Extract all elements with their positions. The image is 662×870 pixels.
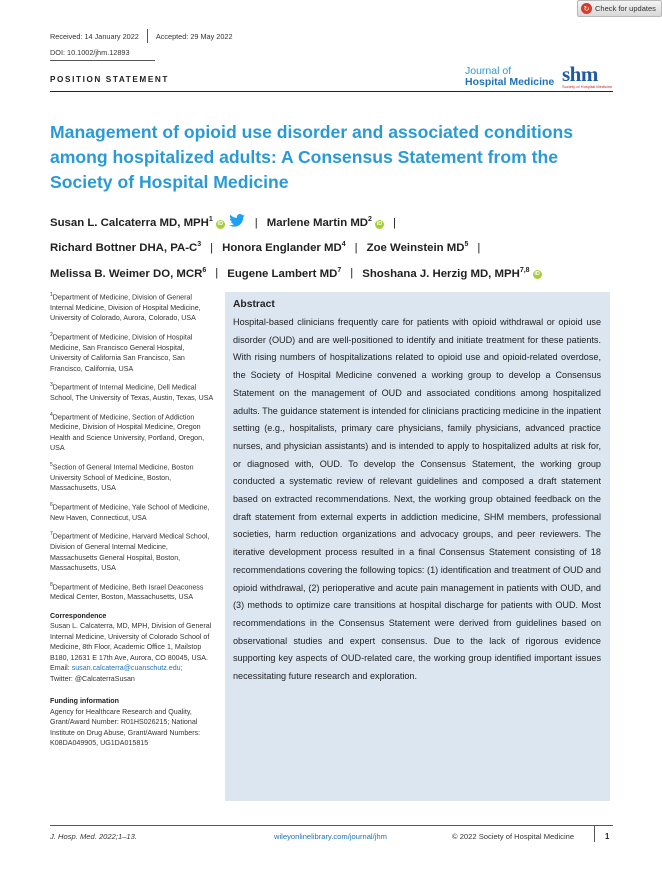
- funding-heading: Funding information: [50, 697, 119, 706]
- journal-logo: [465, 66, 554, 88]
- correspondence-text: Susan L. Calcaterra, MD, MPH, Division of General Internal Medicine, University of Colorado School of Medicine, 8th Floor, Academic Office 1, Mailstop B180, 12631 E 17th Ave, Aurora, CO 80045, USA.: [50, 622, 212, 662]
- orcid-icon[interactable]: iD: [534, 271, 540, 278]
- accepted-date: Accepted: 29 May 2022: [155, 32, 233, 41]
- author-separator: |: [254, 216, 258, 229]
- received-date: Received: 14 January 2022: [50, 32, 139, 41]
- author-name[interactable]: Marlene Martin MD: [266, 216, 369, 229]
- author-name[interactable]: Zoe Weinstein MD: [366, 242, 465, 255]
- author-separator: |: [354, 242, 358, 255]
- section-label: POSITION STATEMENT: [50, 75, 170, 84]
- affiliation: [50, 330, 215, 374]
- author-name[interactable]: Shoshana J. Herzig MD, MPH: [362, 267, 520, 280]
- affiliation-text: Department of Medicine, Yale School of Medicine, New Haven, Connecticut, USA: [50, 503, 210, 522]
- abstract-heading: Abstract: [233, 299, 275, 310]
- twitter-icon[interactable]: [228, 214, 246, 227]
- email-label: Email:: [50, 664, 72, 673]
- affiliation-sup: 4: [50, 411, 53, 418]
- affiliation-text: Department of Medicine, Division of Hospital Medicine, San Francisco General Hospital, University of California San Francisco, San Francisco, California, USA: [50, 333, 193, 373]
- affiliations-column: [50, 290, 215, 749]
- author-name[interactable]: Honora Englander MD: [222, 242, 342, 255]
- author-line-1: [50, 209, 630, 234]
- correspondence-heading: Correspondence: [50, 611, 107, 620]
- affiliation: [50, 580, 215, 603]
- date-divider: [147, 29, 148, 43]
- footer-copyright: © 2022 Society of Hospital Medicine: [452, 832, 575, 841]
- footer-citation: J. Hosp. Med. 2022;1–13.: [50, 832, 137, 841]
- affiliation-sup: 6: [50, 501, 53, 508]
- author-name[interactable]: Eugene Lambert MD: [227, 267, 338, 280]
- affiliation-sup: 8: [50, 581, 53, 588]
- funding-text: Agency for Healthcare Research and Quality, Grant/Award Number: R01HS026215; National Institute on Drug Abuse, Grant/Award Numbers: K08DA049905, UG1DA015815: [50, 707, 201, 748]
- journal-logo-line1: Journal of: [465, 65, 512, 77]
- footer-url-link[interactable]: wileyonlinelibrary.com/journal/jhm: [274, 832, 387, 841]
- author-affiliation-sup: 6: [202, 266, 207, 274]
- email-link[interactable]: susan.calcaterra@cuanschutz.edu;: [71, 664, 183, 673]
- affiliation: [50, 460, 215, 494]
- footer-page-divider: [594, 826, 595, 842]
- abstract-box: [225, 292, 610, 801]
- shm-logo: [562, 62, 614, 92]
- author-affiliation-sup: 3: [197, 241, 202, 249]
- author-affiliation-sup: 7,8: [519, 266, 530, 274]
- author-list: [50, 209, 630, 285]
- affiliation: [50, 410, 215, 454]
- author-affiliation-sup: 7: [337, 266, 342, 274]
- header-divider: [50, 91, 613, 92]
- article-dates: [50, 32, 233, 43]
- page-number: 1: [605, 832, 610, 841]
- affiliation: [50, 290, 215, 324]
- affiliation-text: Department of Medicine, Harvard Medical School, Division of General Internal Medicine, Massachusetts General Hospital, Boston, Massachusetts, USA: [50, 532, 210, 573]
- correspondence-twitter: Twitter: @CalcaterraSusan: [50, 674, 135, 683]
- affiliation-sup: 2: [50, 331, 53, 338]
- author-affiliation-sup: 5: [464, 241, 469, 249]
- check-for-updates-button[interactable]: [577, 0, 662, 17]
- affiliation-text: Department of Medicine, Division of General Internal Medicine, Division of Hospital Medicine, University of Colorado, Aurora, Colorado, USA: [50, 293, 201, 323]
- shm-logo-subtitle: Society of Hospital Medicine: [562, 84, 613, 89]
- orcid-icon[interactable]: iD: [376, 220, 383, 227]
- author-separator: |: [477, 242, 481, 255]
- author-separator: |: [215, 267, 219, 280]
- author-separator: |: [210, 242, 214, 255]
- author-name[interactable]: Susan L. Calcaterra MD, MPH: [50, 216, 209, 229]
- doi-divider: [50, 60, 155, 61]
- author-separator: |: [392, 216, 396, 229]
- affiliation: [50, 529, 215, 573]
- affiliation-text: Department of Medicine, Beth Israel Deaconess Medical Center, Boston, Massachusetts, USA: [50, 582, 204, 602]
- shm-logo-text: shm: [562, 62, 598, 86]
- journal-logo-line2: Hospital Medicine: [465, 76, 555, 88]
- refresh-icon: ↻: [581, 3, 592, 14]
- author-affiliation-sup: 2: [368, 216, 372, 223]
- check-for-updates-label: Check for updates: [595, 4, 656, 13]
- author-line-2: [50, 234, 630, 259]
- abstract-text: Hospital-based clinicians frequently care for patients with opioid withdrawal or opioid use disorder (OUD) and are well-positioned to identify and initiate treatment for these patients. With rising numbers of hospitalizations related to opioid use and opioid-related overdose, the Society of Hospital Medicine convened a working group to develop a Consensus Statement on the management of OUD and associated conditions among hospitalized adults. The guidance statement is intended for clinicians practicing medicine in the inpatient setting (e.g., hospitalists, primary care physicians, family physicians, advanced practice nurses, and physician assistants) and is intended to apply to hospitalized adults at risk for, or diagnosed with, OUD. To develop the Consensus Statement, the working group conducted a systematic review of relevant guidelines and composed a draft statement based on extracted recommendations. Next, the working group obtained feedback on the draft statement from external experts in addiction medicine, SHM members, professional societies, harm reduction organizations and advocacy groups, and peer reviewers. The iterative development process resulted in a final Consensus Statement consisting of 18 recommendations covering the following topics: (1) identification and treatment of OUD and opioid withdrawal, (2) perioperative and acute pain management in patients with OUD, and (3) methods to optimize care transitions at hospital discharge for patients with OUD. Most recommendations in the Consensus Statement were derived from guidelines based on observational studies and expert consensus. Due to the lack of rigorous evidence supporting key aspects of OUD-related care, the working group identified important issues necessitating future research and exploration.: [233, 317, 601, 682]
- author-name[interactable]: Melissa B. Weimer DO, MCR: [50, 267, 203, 280]
- affiliation-text: Department of Medicine, Section of Addiction Medicine, Division of Hospital Medicine, Oregon Health and Science University, Portland, Oregon, USA: [50, 412, 205, 453]
- correspondence-email: [50, 663, 215, 674]
- affiliation-sup: 7: [50, 531, 53, 538]
- affiliation-sup: 3: [50, 382, 53, 389]
- author-separator: |: [350, 267, 354, 280]
- affiliation: [50, 500, 215, 523]
- doi: DOI: 10.1002/jhm.12893: [50, 48, 130, 57]
- affiliation-sup: 5: [50, 461, 53, 468]
- affiliation-sup: 1: [50, 292, 53, 298]
- affiliation-text: Department of Internal Medicine, Dell Medical School, The University of Texas, Austin, Texas, USA: [50, 383, 214, 403]
- affiliation-text: Section of General Internal Medicine, Boston University School of Medicine, Boston, Massachusetts, USA: [50, 463, 194, 493]
- author-affiliation-sup: 4: [341, 241, 346, 249]
- affiliation: [50, 380, 215, 403]
- article-title: Management of opioid use disorder and associated conditions among hospitalized adults: A Consensus Statement from the Society of Hospital Medicine: [50, 122, 574, 192]
- author-affiliation-sup: 1: [208, 216, 213, 223]
- author-name[interactable]: Richard Bottner DHA, PA-C: [50, 242, 198, 255]
- author-line-3: [50, 260, 630, 285]
- orcid-icon[interactable]: iD: [217, 220, 224, 227]
- footer-divider: [50, 825, 613, 826]
